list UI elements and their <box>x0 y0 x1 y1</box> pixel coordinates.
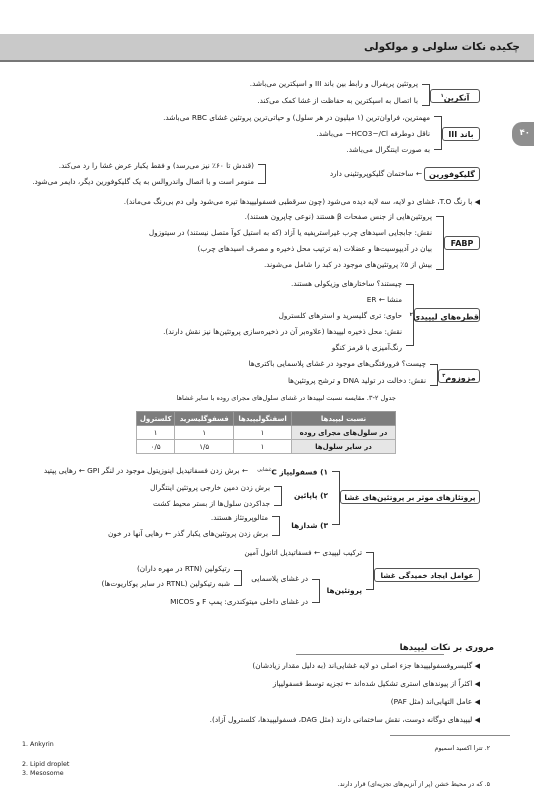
page-number: ۴۰ <box>519 128 530 138</box>
review-item-1: ◀ گلیسروفسفولیپیدها جزء اصلی دو لایه غشایی‌اند (به دلیل مقدار زیادشان) <box>252 661 480 670</box>
footnote-right-2: ۵. که در محیط خشن (پر از آنزیم‌های تجزیه‌ای) قرار دارند. <box>337 781 490 788</box>
phospholipase-c-label: ۱) فسفولیپاز $C^{غشایی}$ <box>257 467 328 477</box>
mesosome-line-2: نقش: دخالت در تولید DNA و ترشح پروتئین‌ها <box>287 376 426 385</box>
table-cell: در سایر سلول‌ها <box>292 440 396 454</box>
table-header-cell: نسبت لیپیدها <box>292 412 396 426</box>
proteases-label: پروتئازهای موثر بر پروتئین‌های غشا <box>340 490 480 504</box>
band3-label: باند III <box>442 127 480 141</box>
review-divider <box>296 654 444 655</box>
phospholipase-note: غشایی <box>257 467 272 473</box>
table-cell: ۱/۵ <box>175 440 234 454</box>
curvature-lipid-line: ترکیب لیپیدی ← فسفاتیدیل اتانول آمین <box>244 548 362 557</box>
table-caption: جدول ۲-۳. مقایسه نسبت لیپیدها در غشای سلول‌های مجرای روده با سایر غشاها <box>176 394 396 402</box>
ankyrin-footnote-ref: ۱ <box>440 93 444 99</box>
footnote-left-2: 2. Lipid droplet <box>22 761 70 768</box>
bullet-icon: ◀ <box>474 198 480 206</box>
lipid-droplet-line-2: منشا ← ER <box>366 295 402 304</box>
mesosome-line-1: چیست؟ فرورفتگی‌های موجود در غشای پلاسمایی باکتری‌ها <box>248 359 426 368</box>
papain-line-1: برش زدن دمین خارجی پروتئین اینتگرال <box>150 483 270 492</box>
papain-bracket <box>274 486 282 506</box>
lipid-droplet-line-1: چیستند؟ ساختارهای وزیکولی هستند. <box>291 279 402 288</box>
plasma-bracket <box>234 570 242 586</box>
sheddases-bracket <box>272 516 280 536</box>
review-item-4: ◀ لیپیدهای دوگانه دوست، نقش ساختمانی دارند (مثل DAG، فسفولیپیدها، کلسترول آزاد). <box>209 715 480 724</box>
page-title: چکیده نکات سلولی و مولکولی <box>364 41 520 53</box>
fabp-line-4: بیش از ۵٪ پروتئین‌های موجود در کبد را شامل می‌شوند. <box>263 260 432 269</box>
table-cell: ۱ <box>234 426 292 440</box>
lipid-droplet-footnote-ref: ۲ <box>409 312 413 318</box>
ankyrin-label: آنکرین$^۱$ <box>430 89 480 103</box>
papain-line-2: جداکردن سلول‌ها از بستر محیط کشت <box>153 499 270 508</box>
proteins-label: پروتئین‌ها <box>326 586 362 595</box>
table-header-cell: کلسترول <box>137 412 175 426</box>
mesosome-label: مزوزوم$^۳$ <box>438 369 480 383</box>
table-cell: ۱ <box>175 426 234 440</box>
mesosome-footnote-ref: ۳ <box>442 373 446 379</box>
table-row <box>137 426 396 440</box>
review-item-3: ◀ عامل التهابی‌اند (مثل PAF) <box>390 697 480 706</box>
table-header-cell: اسفنگولیپیدها <box>234 412 292 426</box>
table-row <box>137 440 396 454</box>
arrow-icon: ← <box>241 466 248 475</box>
tio-note: ◀ با رنگ T.O، غشای دو لایه، سه لایه دیده می‌شود (چون سرقطبی فسفولیپیدها تیره می‌شود ولی دم بی‌رنگ می‌ماند). <box>123 197 480 206</box>
footnote-divider <box>390 735 510 736</box>
lipid-droplet-line-3: حاوی: تری گلیسرید و استرهای کلسترول <box>278 311 402 320</box>
mesosome-bracket <box>430 364 438 386</box>
curvature-bracket <box>366 552 374 590</box>
glycophorin-lead: ← ساختمان گلیکوپروتئینی دارد <box>329 169 422 178</box>
plasma-line-2: شبه رتیکولین (RTNL در سایر یوکاریوت‌ها) <box>101 579 230 588</box>
footnote-left-1: 1. Ankyrin <box>22 741 54 748</box>
band3-line-3: به صورت اینتگرال می‌باشد. <box>346 145 430 154</box>
band3-line-1: مهمترین، فراوان‌ترین (۱ میلیون در هر سلول) و حیاتی‌ترین پروتئین غشای RBC می‌باشد. <box>163 113 430 122</box>
lipid-droplet-label: قطره‌های لیپیدی$^۲$ <box>414 308 480 322</box>
fabp-label: FABP <box>444 236 480 250</box>
glycophorin-line-1: (قندش تا ۶۰٪ نیز می‌رسد) و فقط یکبار عرض غشا را رد می‌کند. <box>58 161 254 170</box>
sheddases-line-1: متالوپروتئاز هستند. <box>210 513 268 522</box>
review-title: مروری بر نکات لیپیدها <box>399 643 494 653</box>
fabp-line-2: نقش: جابجایی اسیدهای چرب غیراستریفیه یا آزاد (که به استیل کوآ متصل نیستند) در سیتوزول <box>148 228 432 237</box>
lipid-ratio-table <box>136 411 396 454</box>
footnote-right-1: ۲. تترا اکسید اسمیوم <box>434 745 490 752</box>
table-cell: در سلول‌های مجرای روده <box>292 426 396 440</box>
table-cell: ۰/۵ <box>137 440 175 454</box>
band3-bracket <box>434 116 442 150</box>
band3-line-2: ناقل دوطرفه HCO3−/Cl− می‌باشد. <box>316 129 430 138</box>
papain-label: ۲) پاپائین <box>293 491 328 500</box>
proteases-bracket <box>332 471 340 525</box>
curvature-label: عوامل ایجاد خمیدگی غشا <box>374 568 480 582</box>
bullet-icon: ◀ <box>474 680 480 688</box>
fabp-line-1: پروتئین‌هایی از جنس صفحات β هستند (نوعی چاپرون هستند). <box>244 212 432 221</box>
footnote-left-3: 3. Mesosome <box>22 770 64 777</box>
sheddases-line-2: برش زدن پروتئین‌های یکبار گذر ← رهایی آنها در خون <box>107 529 268 538</box>
ankyrin-line-1: پروتئین پریفرال و رابط بین باند III و اسپکترین می‌باشد. <box>249 79 418 88</box>
table-cell: ۱ <box>234 440 292 454</box>
sheddases-label: ۳) شدازها <box>291 521 328 530</box>
glycophorin-line-2: منومر است و با اتصال واندروالس به یک گلیکوفورین دیگر، دایمر می‌شود. <box>32 177 254 186</box>
bullet-icon: ◀ <box>474 716 480 724</box>
lipid-droplet-line-4: نقش: محل ذخیره لیپیدها (علاوه‌بر آن در ذخیره‌سازی پروتئین‌ها نیز نقش دارند). <box>163 327 402 336</box>
fabp-bracket <box>436 216 444 270</box>
phospholipase-c-line: ← برش زدن فسفاتیدیل اینوزیتول موجود در لنگر GPI ← رهایی پپتید <box>43 466 248 475</box>
review-item-2: ◀ اکثراً از پیوندهای استری تشکیل شده‌اند ← تجزیه توسط فسفولیپاز <box>272 679 480 688</box>
mitochondria-line: در غشای داخلی میتوکندری: پمپ F و MICOS <box>170 597 308 606</box>
bullet-icon: ◀ <box>474 698 480 706</box>
lipid-droplet-line-5: رنگ‌آمیزی با قرمز کنگو <box>331 343 402 352</box>
table-header-row <box>137 412 396 426</box>
glycophorin-bracket <box>258 164 266 184</box>
lipid-droplet-bracket <box>406 284 414 346</box>
header-divider <box>0 60 534 62</box>
table-header-cell: فسفوگلیسرید <box>175 412 234 426</box>
fabp-line-3: بیان در آدیپوسیت‌ها و عضلات (به ترتیب محل ذخیره و مصرف اسیدهای چرب) <box>197 244 432 253</box>
plasma-membrane-label: در غشای پلاسمایی <box>251 574 308 583</box>
ankyrin-bracket <box>422 84 430 106</box>
plasma-line-1: رتیکولین (RTN در مهره داران) <box>136 564 230 573</box>
ankyrin-line-2: با اتصال به اسپکترین به حفاظت از غشا کمک می‌کند. <box>257 96 418 105</box>
bullet-icon: ◀ <box>474 662 480 670</box>
proteins-bracket <box>312 579 320 603</box>
arrow-icon: ← <box>415 169 422 178</box>
glycophorin-label: گلیکوفورین <box>424 167 480 181</box>
table-cell: ۱ <box>137 426 175 440</box>
